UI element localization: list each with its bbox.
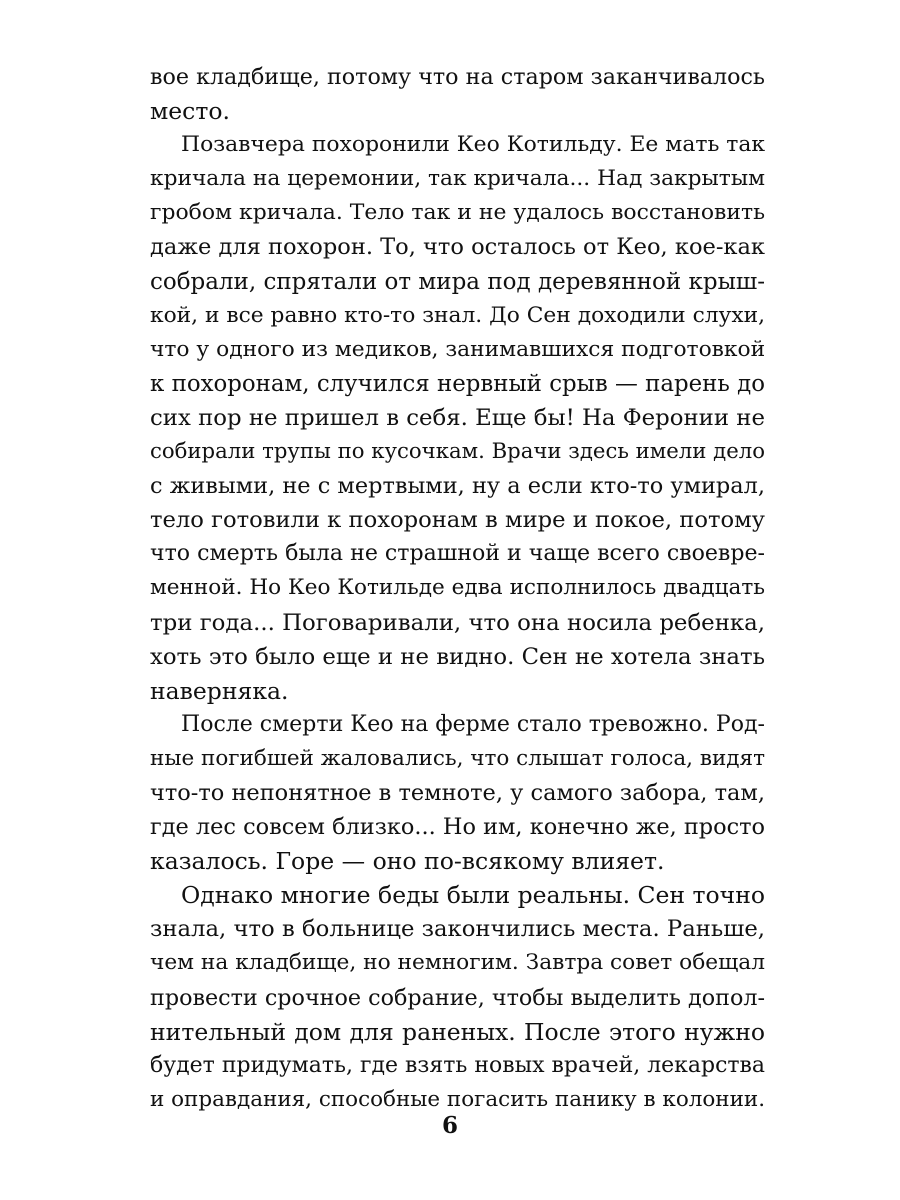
text-line: что у одного из медиков, занимавшихся подготовкой: [150, 336, 766, 362]
text-line: знала, что в больнице закончились места. Раньше,: [150, 916, 765, 943]
paragraph: [150, 708, 765, 878]
text-line: чем на кладбище, но немногим. Завтра совет обещал: [150, 950, 765, 976]
text-line: где лес совсем близко... Но им, конечно же, просто: [150, 814, 765, 841]
text-line: что смерть была не страшной и чаще всего своевре-: [150, 541, 765, 567]
text-line: с живыми, не с мертвыми, ну а если кто-то умирал,: [150, 473, 765, 500]
paragraph: [150, 128, 765, 708]
text-line: кричала на церемонии, так кричала... Над закрытым: [150, 166, 765, 192]
text-line: тело готовили к похоронам в мире и покое, потому: [150, 507, 765, 534]
text-line: собрали, спрятали от мира под деревянной крыш-: [150, 268, 765, 295]
text-line: казалось. Горе — оно по-всякому влияет.: [150, 847, 665, 876]
text-line: Однако многие беды были реальны. Сен точно: [181, 881, 765, 910]
text-line: сих пор не пришел в себя. Еще бы! На Феронии не: [150, 404, 765, 431]
text-line: гробом кричала. Тело так и не удалось восстановить: [150, 200, 765, 226]
text-line: нительный дом для раненых. После этого нужно: [150, 1017, 765, 1046]
page-number: 6: [441, 1112, 458, 1139]
body-text: [150, 60, 765, 1117]
text-line: к похоронам, случился нервный срыв — парень до: [150, 370, 765, 397]
paragraph: [150, 878, 765, 1117]
text-line: наверняка.: [150, 676, 289, 705]
text-line: ные погибшей жаловались, что слышат голоса, видят: [150, 745, 765, 771]
text-line: хоть это было еще и не видно. Сен не хотела знать: [150, 643, 765, 670]
text-line: После смерти Кео на ферме стало тревожно. Род-: [181, 711, 765, 737]
text-line: собирали трупы по кусочкам. Врачи здесь имели дело: [150, 439, 765, 465]
text-line: и оправдания, способные погасить панику в колонии.: [150, 1086, 766, 1112]
text-line: менной. Но Кео Котильде едва исполнилось двадцать: [150, 575, 765, 601]
text-line: Позавчера похоронили Кео Котильду. Ее мать так: [181, 132, 766, 158]
text-line: провести срочное собрание, чтобы выделить допол-: [150, 984, 765, 1011]
text-line: вое кладбище, потому что на старом заканчивалось: [150, 64, 765, 90]
text-line: кой, и все равно кто-то знал. До Сен доходили слухи,: [150, 302, 765, 328]
text-line: даже для похорон. То, что осталось от Кео, кое-как: [150, 234, 765, 261]
text-line: место.: [150, 97, 230, 126]
paragraph: [150, 60, 765, 128]
text-line: будет придумать, где взять новых врачей, лекарства: [150, 1052, 765, 1078]
text-line: что-то непонятное в темноте, у самого забора, там,: [150, 779, 765, 806]
text-line: три года... Поговаривали, что она носила ребенка,: [150, 609, 766, 636]
